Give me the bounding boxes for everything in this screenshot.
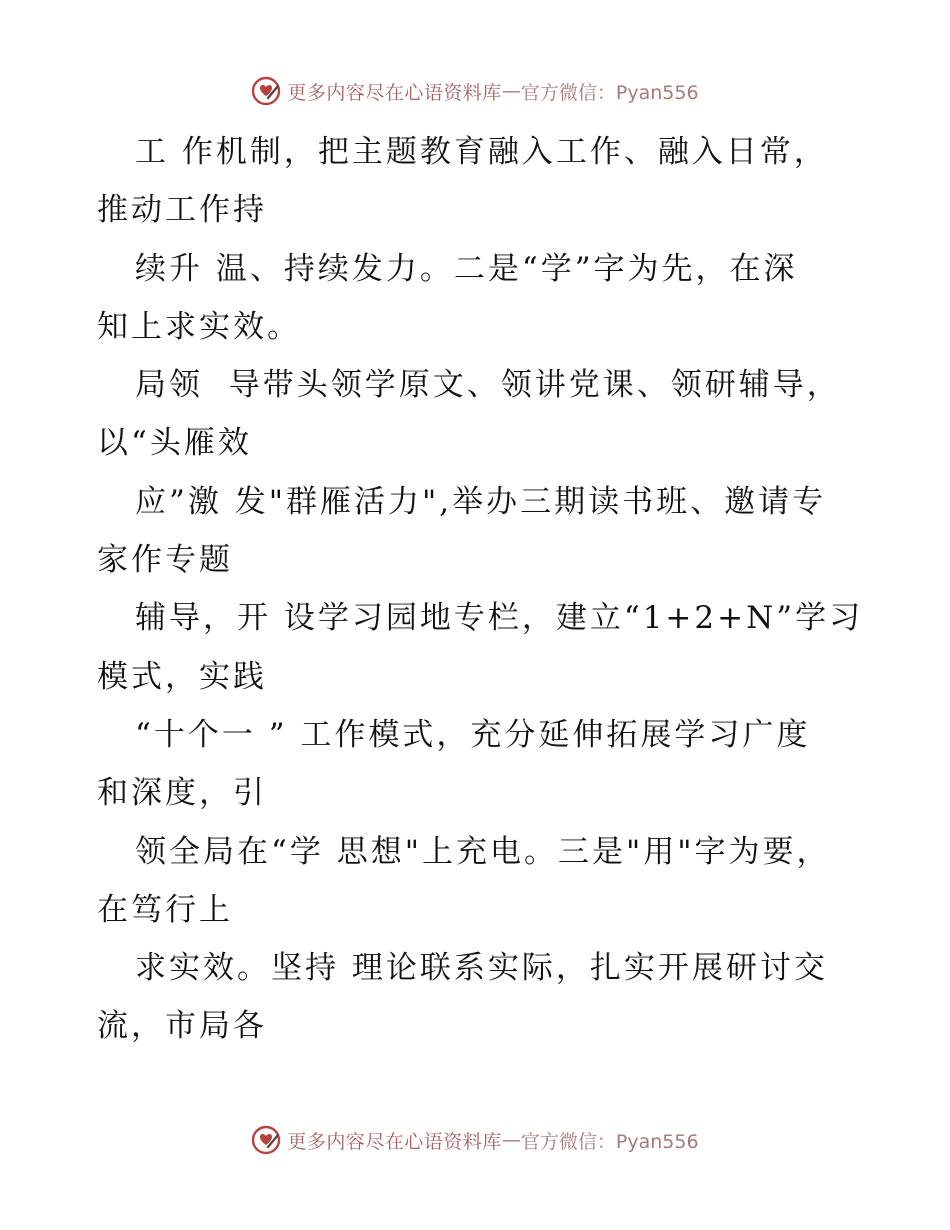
text-line: 求实效。坚持 理论联系实际，扎实开展研讨交 [135, 950, 828, 987]
heart-pen-logo-icon [251, 1125, 281, 1155]
banner-separator: — [501, 1129, 521, 1151]
text-line: 辅导，开 设学习园地专栏，建立“1+2+N”学习 [135, 600, 864, 637]
text-line: 工 作机制，把主题教育融入工作、融入日常， [135, 134, 828, 170]
text-line: “十个一 ” 工作模式，充分延伸拓展学习广度 [135, 716, 811, 753]
banner-wechat: 官方微信：Pyan556 [520, 1130, 699, 1153]
text-line: 家作专题 [97, 542, 233, 579]
text-line: 以“头雁效 [97, 425, 252, 462]
banner-wechat: 官方微信：Pyan556 [520, 81, 699, 104]
header-banner [0, 71, 950, 111]
text-line: 模式，实践 [97, 658, 267, 695]
banner-separator: — [501, 80, 521, 102]
text-line: 推动工作持 [97, 192, 267, 229]
heart-pen-logo-icon [251, 76, 281, 106]
text-line: 在笃行上 [97, 891, 233, 928]
text-line: 流，市局各 [97, 1008, 267, 1045]
banner-text: 更多内容尽在心语资料库 [287, 1130, 502, 1153]
text-line: 局领 导带头领学原文、领讲党课、领研辅导， [135, 367, 841, 404]
text-line: 续升 温、持续发力。二是“学”字为先，在深 [135, 250, 798, 287]
document-body [97, 123, 867, 1056]
text-line: 应”激 发"群雁活力",举办三期读书班、邀请专 [135, 483, 827, 520]
text-line: 领全局在“学 思想"上充电。三是"用"字为要， [135, 833, 831, 870]
text-line: 知上求实效。 [97, 308, 301, 345]
footer-banner [0, 1120, 950, 1160]
banner-text: 更多内容尽在心语资料库 [287, 81, 502, 104]
text-line: 和深度，引 [97, 775, 267, 812]
